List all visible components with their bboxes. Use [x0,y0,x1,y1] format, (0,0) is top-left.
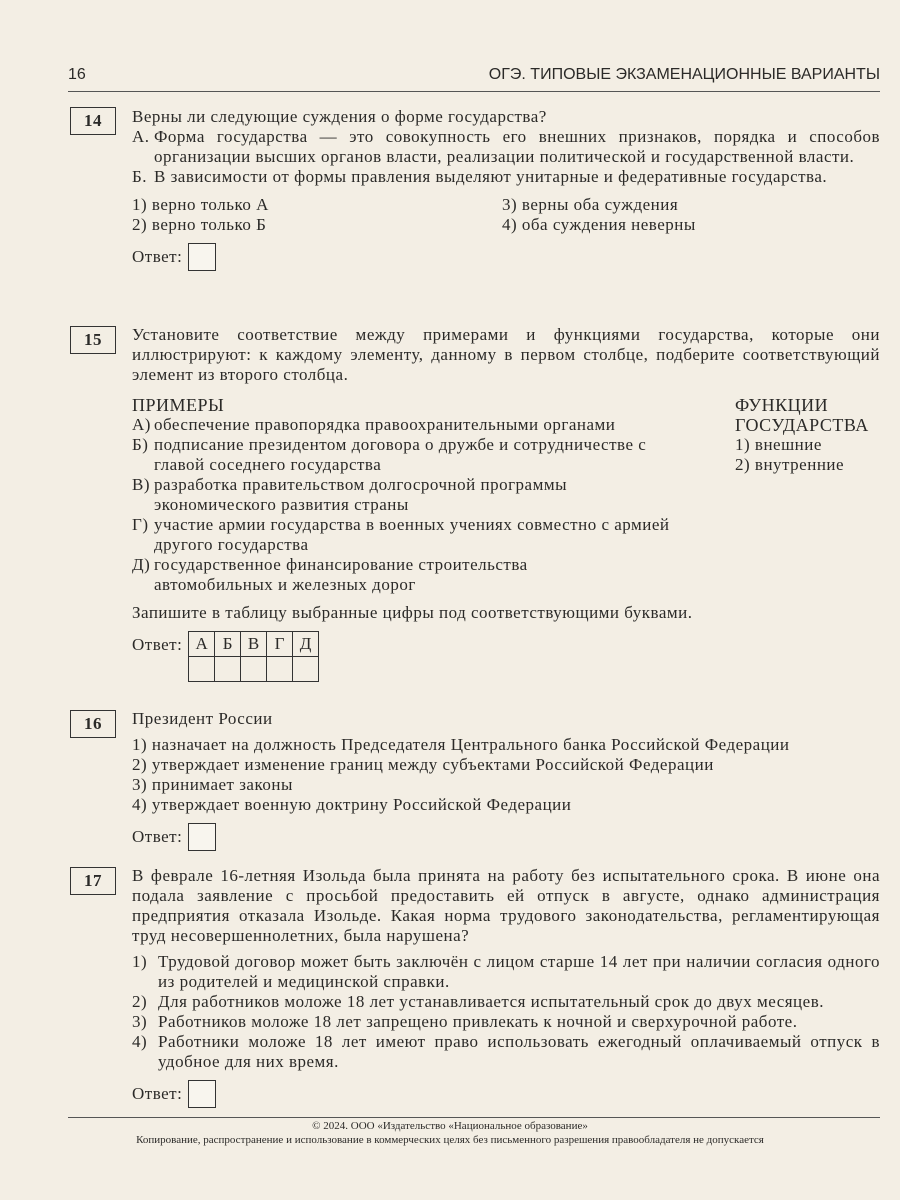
functions-heading: ФУНКЦИИ [735,395,829,415]
answer-box[interactable] [188,823,216,851]
answer-cell[interactable] [215,657,241,682]
option-2 [132,992,880,1012]
option-text: Работников моложе 18 лет запрещено привлекать к ночной и сверхурочной работе. [158,1012,798,1031]
question-text: В феврале 16-летняя Изольда была принята на работу без испытательного срока. В июне она подала заявление с просьбой предоставить ей отпуск в августе, однако администрация предприятия отказала Изольде. Какая норма трудового законодательства, регламентирующая труд несовершеннолетних, была нарушена? [132,866,880,945]
examples-column [132,395,712,595]
footer-rule [68,1117,880,1118]
option-label: 3) [132,1012,148,1031]
answer-box[interactable] [188,243,216,271]
example-label: Д) [132,555,151,574]
option-text: Для работников моложе 18 лет устанавливается испытательный срок до двух месяцев. [158,992,824,1011]
statement-label: А. [132,127,150,146]
table-header: Б [215,632,241,657]
options [132,195,880,235]
answer-row [132,1080,880,1108]
statement-label: Б. [132,167,148,186]
functions-column [735,395,880,595]
example-label: В) [132,475,150,494]
question-number-15: 15 [70,326,116,354]
answer-label: Ответ: [132,247,183,266]
answer-cell[interactable] [189,657,215,682]
question-16 [132,709,880,851]
option-text: Трудовой договор может быть заключён с лицом старше 14 лет при наличии согласия одного из родителей и медицинской справки. [158,952,880,991]
header-rule [68,91,880,92]
functions-heading: ГОСУДАРСТВА [735,415,869,435]
example-d [132,555,712,595]
statement-b [132,167,880,187]
question-number-17: 17 [70,867,116,895]
question-15 [132,325,880,682]
answer-label: Ответ: [132,827,183,846]
example-v [132,475,712,515]
statement-a [132,127,880,167]
question-text: Президент России [132,709,273,728]
option-label: 4) [132,1032,148,1051]
answer-cell[interactable] [267,657,293,682]
answer-label: Ответ: [132,1084,183,1103]
statement-text: Форма государства — это совокупность его внешних признаков, порядка и способов организации высших органов власти, реализации политической и государственной власти. [154,127,880,166]
question-14 [132,107,880,271]
option-label: 2) [132,992,148,1011]
example-label: А) [132,415,151,434]
matching-columns [132,395,880,595]
question-number-16: 16 [70,710,116,738]
answer-cell[interactable] [241,657,267,682]
answer-cell[interactable] [293,657,319,682]
option: 3) верны оба суждения [502,195,679,214]
table-header: В [241,632,267,657]
answer-box[interactable] [188,1080,216,1108]
option-4 [132,1032,880,1072]
option-text: Работники моложе 18 лет имеют право использовать ежегодный оплачиваемый отпуск в удобное для них время. [158,1032,880,1071]
example-text: государственное финансирование строительства автомобильных и железных дорог [154,555,528,594]
option-1 [132,952,880,992]
function-item: 2) внутренние [735,455,845,474]
running-header: ОГЭ. ТИПОВЫЕ ЭКЗАМЕНАЦИОННЫЕ ВАРИАНТЫ [488,66,880,83]
instruction: Запишите в таблицу выбранные цифры под соответствующими буквами. [132,603,693,622]
example-a [132,415,712,435]
answer-label: Ответ: [132,635,183,654]
answer-row [132,631,880,682]
option: 2) утверждает изменение границ между субъектами Российской Федерации [132,755,714,774]
option: 2) верно только Б [132,215,267,234]
table-header: А [189,632,215,657]
example-b [132,435,712,475]
function-item: 1) внешние [735,435,822,454]
question-17 [132,866,880,1108]
option: 4) оба суждения неверны [502,215,696,234]
example-g [132,515,712,555]
table-header: Г [267,632,293,657]
option: 1) верно только А [132,195,269,214]
footer-notice: Копирование, распространение и использование в коммерческих целях без письменного разрешения правообладателя не допускается [136,1134,764,1146]
example-text: разработка правительством долгосрочной программы экономического развития страны [154,475,568,514]
example-label: Б) [132,435,149,454]
option: 1) назначает на должность Председателя Центрального банка Российской Федерации [132,735,790,754]
option-3 [132,1012,880,1032]
option: 3) принимает законы [132,775,293,794]
answer-row [132,243,880,271]
example-text: обеспечение правопорядка правоохранительными органами [154,415,616,434]
option: 4) утверждает военную доктрину Российской Федерации [132,795,572,814]
statement-text: В зависимости от формы правления выделяют унитарные и федеративные государства. [154,167,828,186]
footer-copyright: © 2024. ООО «Издательство «Национальное образование» [312,1120,588,1132]
page-number: 16 [68,66,86,83]
examples-heading: ПРИМЕРЫ [132,395,225,415]
option-label: 1) [132,952,148,971]
example-text: участие армии государства в военных учениях совместно с армией другого государства [154,515,670,554]
answer-table [188,631,319,682]
table-header: Д [293,632,319,657]
answer-row [132,823,880,851]
example-label: Г) [132,515,149,534]
question-text: Верны ли следующие суждения о форме государства? [132,107,547,126]
question-text: Установите соответствие между примерами и функциями государства, которые они иллюстрируют: к каждому элементу, данному в первом столбце, подберите соответствующий элемент из второго столбца. [132,325,880,384]
example-text: подписание президентом договора о дружбе и сотрудничестве с главой соседнего государства [154,435,647,474]
question-number-14: 14 [70,107,116,135]
